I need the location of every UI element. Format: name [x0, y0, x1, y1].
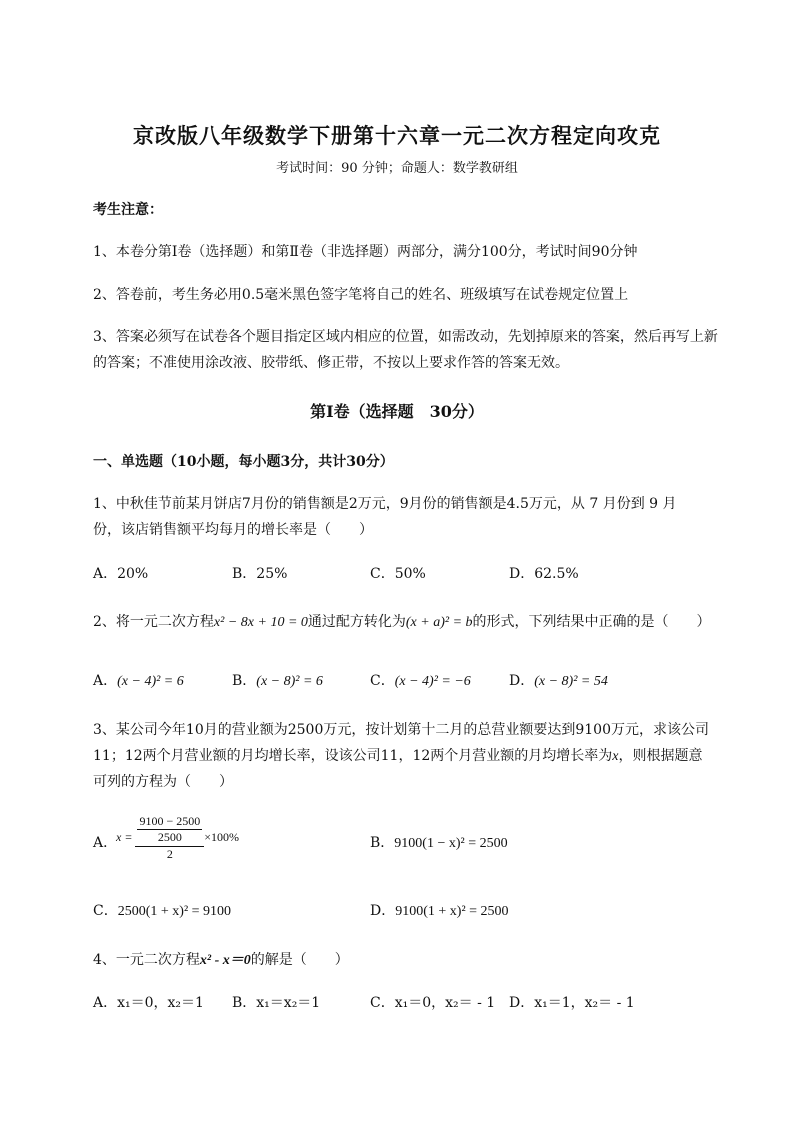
q2-option-c: C．(x − 4)² = −6 [370, 673, 471, 689]
q2-stem-middle: 通过配方转化为 [307, 614, 406, 630]
q3-stem-line-2: 11；12两个月营业额的月均增长率，设该公司11，12两个月营业额的月均增长率为x，则根据题意 [93, 748, 703, 764]
notice-item-1: 1、本卷分第Ⅰ卷（选择题）和第Ⅱ卷（非选择题）两部分，满分100分，考试时间90分钟 [93, 244, 638, 260]
q2-stem-prefix: 2、将一元二次方程 [93, 614, 214, 630]
q3-option-c: C．2500(1 + x)² = 9100 [93, 903, 232, 919]
q3-option-a-denominator: 2500 [157, 830, 182, 844]
q3-stem-line-3: 可列的方程为（ ） [93, 774, 233, 790]
q1-stem-line-1: 1、中秋佳节前某月饼店7月份的销售额是2万元，9月份的销售额是4.5万元，从 7 月份到 9 月 [93, 496, 677, 512]
q3-option-a-outer-denominator: 2 [166, 847, 173, 861]
q4-equation: x² - x＝0 [199, 953, 251, 968]
q1-option-a: A．20% [93, 566, 149, 582]
q2-stem [93, 611, 711, 631]
q4-option-b: B．x₁＝x₂＝1 [232, 995, 321, 1011]
q2-option-b: B．(x − 8)² = 6 [232, 673, 323, 689]
page-title: 京改版八年级数学下册第十六章一元二次方程定向攻克 [133, 123, 661, 148]
notice-item-3-line-2: 的答案；不准使用涂改液、胶带纸、修正带，不按以上要求作答的答案无效。 [93, 355, 569, 371]
exam-info: 考试时间：90 分钟；命题人：数学教研组 [276, 161, 518, 176]
q3-option-a-outer-frac [135, 813, 204, 862]
q3-variable: x [612, 749, 619, 764]
q4-option-a: A．x₁＝0，x₂＝1 [93, 995, 204, 1011]
q2-option-b-expr: (x − 8)² = 6 [256, 674, 323, 689]
q3-option-a-label: A． [93, 835, 118, 851]
notice-item-3-line-1: 3、答案必须写在试卷各个题目指定区域内相应的位置，如需改动，先划掉原来的答案，然后再写上新 [93, 329, 718, 345]
notice-item-2: 2、答卷前，考生务必用0.5毫米黑色签字笔将自己的姓名、班级填写在试卷规定位置上 [93, 287, 629, 303]
q2-option-a: A．(x − 4)² = 6 [93, 673, 184, 689]
q3-option-b: B．9100(1 − x)² = 2500 [370, 835, 508, 851]
q1-option-d: D．62.5% [509, 566, 579, 582]
q3-option-b-expr: 9100(1 − x)² = 2500 [394, 836, 508, 851]
q4-stem: 4、一元二次方程x² - x＝0的解是（ ） [93, 952, 349, 968]
q2-option-d: D．(x − 8)² = 54 [509, 673, 608, 689]
q3-option-d-expr: 9100(1 + x)² = 2500 [395, 904, 509, 919]
q1-option-b: B．25% [232, 566, 288, 582]
q2-equation: x² − 8x + 10 = 0 [213, 615, 308, 630]
q3-option-c-expr: 2500(1 + x)² = 9100 [117, 904, 232, 919]
notice-heading: 考生注意： [93, 202, 163, 218]
q2-target-form: (x + a)² = b [405, 615, 473, 630]
q3-option-a-fraction [116, 813, 239, 862]
q1-option-c: C．50% [370, 566, 426, 582]
q2-option-c-expr: (x − 4)² = −6 [394, 674, 471, 689]
q3-option-a-lhs: x = [116, 830, 133, 844]
q3-option-d: D．9100(1 + x)² = 2500 [370, 903, 509, 919]
q3-stem-line-1: 3、某公司今年10月的营业额为2500万元，按计划第十二月的总营业额要达到9100万元，求该公司 [93, 722, 709, 738]
q2-option-d-expr: (x − 8)² = 54 [534, 674, 608, 689]
q4-option-c: C．x₁＝0，x₂＝ - 1 [370, 995, 496, 1011]
q4-option-d: D．x₁＝1，x₂＝ - 1 [509, 995, 635, 1011]
question-group-title: 一、单选题（10小题，每小题3分，共计30分） [93, 454, 394, 470]
q1-stem-line-2: 份，该店销售额平均每月的增长率是（ ） [93, 522, 373, 538]
q2-stem-suffix: 的形式，下列结果中正确的是（ ） [472, 614, 711, 630]
q3-option-a-percent: ×100% [204, 830, 239, 844]
section-title: 第Ⅰ卷（选择题 30分） [310, 402, 484, 421]
q3-option-a-numerator: 9100 − 2500 [139, 814, 201, 828]
q2-option-a-expr: (x − 4)² = 6 [117, 674, 184, 689]
